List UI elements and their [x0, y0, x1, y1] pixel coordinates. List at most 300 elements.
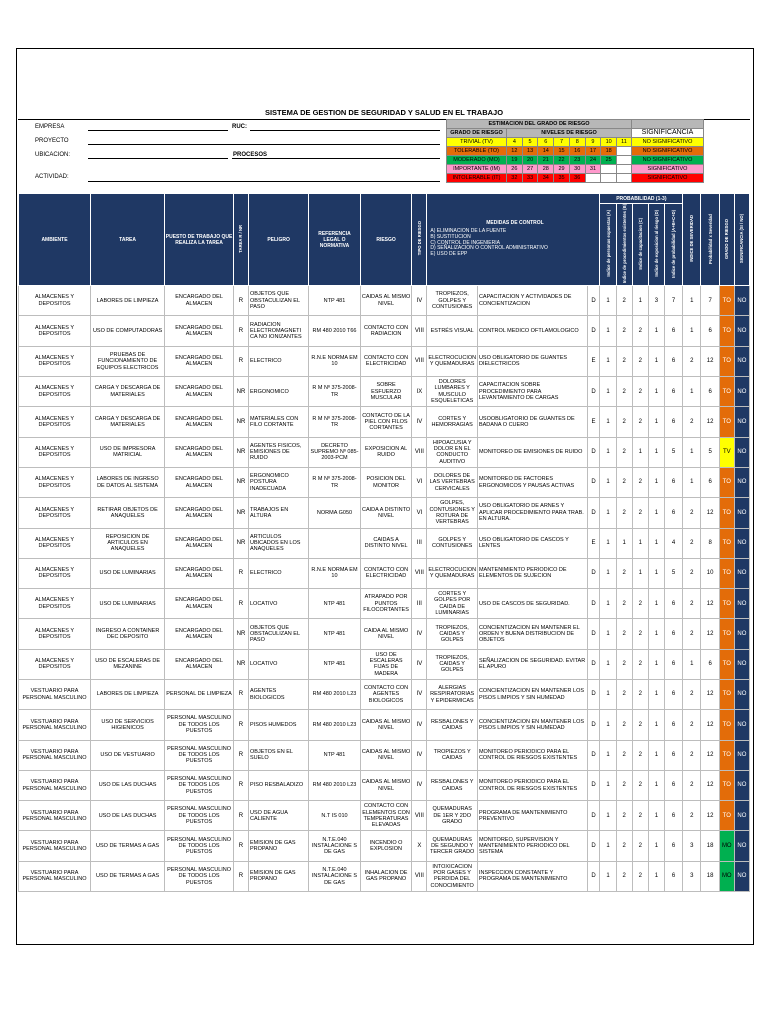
cell-prob-c: 2 — [632, 346, 648, 376]
table-row — [19, 831, 750, 861]
cell-riesgo: CONTACTO CON RADIACION — [360, 316, 412, 346]
header-prob-index: Indice de probabilidad (A+B+C+D) — [664, 204, 682, 286]
header-prob-d: Indice de exposicion al riesgo (D) — [648, 204, 664, 286]
cell-riesgo: CAIDAS AL MISMO NIVEL — [360, 286, 412, 316]
cell-medidas: CONTROL MEDICO OFTLAMOLOGICO — [477, 316, 587, 346]
cell-prob-a: 1 — [600, 346, 616, 376]
cell-prob-a: 1 — [600, 467, 616, 497]
cell-prob-c: 2 — [632, 407, 648, 437]
cell-significancia: NO — [734, 679, 749, 709]
cell-r-nr: R — [233, 770, 248, 800]
cell-prob-a: 1 — [600, 861, 616, 891]
header-ambiente: AMBIENTE — [19, 194, 91, 286]
cell-severidad: 1 — [683, 377, 701, 407]
cell-significancia: NO — [734, 619, 749, 649]
cell-puesto: ENCARGADO DEL ALMACEN — [165, 649, 234, 679]
cell-prob-d: 1 — [648, 710, 664, 740]
table-row — [19, 467, 750, 497]
cell-significancia: NO — [734, 589, 749, 619]
legend-significancia: SIGNIFICATIVO — [632, 165, 704, 174]
cell-prob-index: 7 — [664, 286, 682, 316]
cell-significancia: NO — [734, 558, 749, 588]
legend-level-number: 15 — [554, 147, 570, 156]
cell-ambiente: ALMACENES Y DEPOSITOS — [19, 467, 91, 497]
cell-referencia: R.N.E NORMA EM 10 — [309, 346, 361, 376]
legend-level-number — [617, 156, 632, 165]
cell-consecuencia: RESBALONES Y CAIDAS — [427, 770, 478, 800]
ruc-field[interactable] — [250, 130, 440, 131]
cell-prob-a: 1 — [600, 770, 616, 800]
cell-ambiente: ALMACENES Y DEPOSITOS — [19, 286, 91, 316]
cell-tipo-riesgo: IV — [412, 649, 427, 679]
cell-puesto: ENCARGADO DEL ALMACEN — [165, 407, 234, 437]
cell-tipo-riesgo: VIII — [412, 558, 427, 588]
cell-consecuencia: ELECTROCUCION Y QUEMADURAS — [427, 346, 478, 376]
cell-puesto: ENCARGADO DEL ALMACEN — [165, 467, 234, 497]
cell-prob-b: 2 — [616, 467, 632, 497]
cell-riesgo: CONTACTO CON ELECTRICIDAD — [360, 346, 412, 376]
cell-tipo-riesgo: VI — [412, 498, 427, 528]
legend-title: ESTIMACION DEL GRADO DE RIESGO — [447, 120, 632, 129]
cell-ambiente: VESTUARIO PARA PERSONAL MASCULINO — [19, 740, 91, 770]
cell-medidas: CONCIENTIZACION EN MANTENER LOS PISOS LIMPIOS Y SIN HUMEDAD — [477, 710, 587, 740]
cell-tarea: USO DE LUMINARIAS — [91, 558, 165, 588]
cell-tipo-riesgo: VIII — [412, 346, 427, 376]
cell-grado: TO — [719, 649, 734, 679]
cell-peligro: RADIACION ELECTROMAGNETI CA NO IONIZANTES — [249, 316, 309, 346]
legend-level-number: 35 — [554, 174, 570, 183]
cell-tipo-riesgo: III — [412, 528, 427, 558]
cell-significancia: NO — [734, 801, 749, 831]
cell-prob-d: 1 — [648, 316, 664, 346]
cell-prob-b: 2 — [616, 801, 632, 831]
cell-severidad: 2 — [683, 619, 701, 649]
cell-prob-d: 1 — [648, 437, 664, 467]
cell-tarea: PRUEBAS DE FUNCIONAMIENTO DE EQUIPOS ELECTRICOS — [91, 346, 165, 376]
cell-ambiente: ALMACENES Y DEPOSITOS — [19, 437, 91, 467]
cell-r-nr: R — [233, 710, 248, 740]
cell-prob-c: 2 — [632, 377, 648, 407]
cell-prob-index: 6 — [664, 316, 682, 346]
legend-level-number — [585, 174, 601, 183]
cell-puesto: ENCARGADO DEL ALMACEN — [165, 316, 234, 346]
cell-severidad: 2 — [683, 407, 701, 437]
cell-consecuencia: ELECTROCUCION Y QUEMADURAS — [427, 558, 478, 588]
cell-prob-c: 2 — [632, 619, 648, 649]
ubicacion-field[interactable] — [88, 158, 228, 159]
legend-level-number — [617, 174, 632, 183]
cell-prob-b: 2 — [616, 558, 632, 588]
legend-level-number: 23 — [569, 156, 585, 165]
cell-tipo-riesgo: VI — [412, 467, 427, 497]
cell-prob-x-sev: 5 — [701, 437, 719, 467]
cell-prob-a: 1 — [600, 528, 616, 558]
cell-significancia: NO — [734, 740, 749, 770]
header-probabilidad: PROBABILIDAD (1-3) — [600, 194, 683, 204]
cell-prob-index: 6 — [664, 589, 682, 619]
legend-level-number: 10 — [601, 138, 617, 147]
ruc-label: RUC: — [232, 124, 247, 130]
cell-prob-d: 1 — [648, 467, 664, 497]
cell-prob-x-sev: 6 — [701, 377, 719, 407]
legend-level-number — [617, 147, 632, 156]
cell-prob-a: 1 — [600, 831, 616, 861]
cell-prob-d: 1 — [648, 589, 664, 619]
legend-grado-label: TOLERABLE (TO) — [447, 147, 507, 156]
cell-prob-a: 1 — [600, 619, 616, 649]
cell-significancia: NO — [734, 861, 749, 891]
cell-tipo-riesgo: X — [412, 831, 427, 861]
cell-severidad: 2 — [683, 558, 701, 588]
cell-tipo-riesgo: VIII — [412, 316, 427, 346]
cell-medidas: MONITOREO PERIODICO PARA EL CONTROL DE RIESGOS EXISTENTES — [477, 740, 587, 770]
cell-puesto: ENCARGADO DEL ALMACEN — [165, 528, 234, 558]
cell-riesgo: CONTACTO CON ELECTRICIDAD — [360, 558, 412, 588]
cell-grado: TO — [719, 679, 734, 709]
legend-grado-label: MODERADO (MO) — [447, 156, 507, 165]
cell-grado: TO — [719, 498, 734, 528]
cell-tipo-control: D — [587, 286, 600, 316]
cell-significancia: NO — [734, 649, 749, 679]
legend-level-number: 27 — [522, 165, 538, 174]
legend-level-number: 14 — [538, 147, 554, 156]
cell-prob-c: 1 — [632, 286, 648, 316]
cell-medidas: CAPACITACION SOBRE PROCEDIMIENTO PARA LEVANTAMIENTO DE CARGAS — [477, 377, 587, 407]
legend-level-number: 21 — [538, 156, 554, 165]
procesos-label: PROCESOS — [233, 152, 268, 158]
cell-prob-c: 2 — [632, 498, 648, 528]
cell-tipo-control: D — [587, 861, 600, 891]
cell-severidad: 1 — [683, 649, 701, 679]
cell-riesgo: CAIDAS A DISTINTO NIVEL — [360, 528, 412, 558]
cell-tarea: USO DE LUMINARIAS — [91, 589, 165, 619]
cell-prob-a: 1 — [600, 407, 616, 437]
legend-level-number: 32 — [507, 174, 523, 183]
cell-ambiente: ALMACENES Y DEPOSITOS — [19, 346, 91, 376]
cell-ambiente: VESTUARIO PARA PERSONAL MASCULINO — [19, 831, 91, 861]
cell-consecuencia: DOLORES DE LAS VERTEBRAS CERVICALES — [427, 467, 478, 497]
cell-prob-c: 1 — [632, 528, 648, 558]
cell-prob-index: 6 — [664, 861, 682, 891]
cell-tipo-riesgo: VIII — [412, 801, 427, 831]
legend-level-number: 4 — [507, 138, 523, 147]
cell-prob-c: 2 — [632, 770, 648, 800]
cell-grado: TO — [719, 377, 734, 407]
cell-prob-index: 4 — [664, 528, 682, 558]
table-row — [19, 558, 750, 588]
cell-severidad: 2 — [683, 528, 701, 558]
cell-prob-x-sev: 6 — [701, 649, 719, 679]
cell-peligro: USO DE AGUA CALIENTE — [249, 801, 309, 831]
legend-level-number: 12 — [507, 147, 523, 156]
cell-riesgo: CONTACTO CON ELEMENTOS CON TEMPERATURAS ELEVADAS — [360, 801, 412, 831]
cell-referencia: NTP 481 — [309, 740, 361, 770]
table-row — [19, 740, 750, 770]
actividad-label: ACTIVIDAD: — [35, 174, 69, 180]
cell-grado: TO — [719, 346, 734, 376]
cell-referencia: RM 480 2010 L23 — [309, 710, 361, 740]
legend-level-number: 5 — [522, 138, 538, 147]
cell-ambiente: ALMACENES Y DEPOSITOS — [19, 498, 91, 528]
cell-r-nr: NR — [233, 467, 248, 497]
cell-peligro: EMISION DE GAS PROPANO — [249, 831, 309, 861]
cell-tarea: USO DE ESCALERAS DE MEZANINE — [91, 649, 165, 679]
cell-prob-index: 6 — [664, 619, 682, 649]
cell-prob-index: 6 — [664, 710, 682, 740]
cell-prob-a: 1 — [600, 740, 616, 770]
cell-r-nr: NR — [233, 528, 248, 558]
table-row — [19, 286, 750, 316]
cell-prob-x-sev: 6 — [701, 467, 719, 497]
header-prob-a: Indice de personas expuestas (A) — [600, 204, 616, 286]
cell-tipo-control: E — [587, 407, 600, 437]
cell-medidas: USO OBLIGATORIO DE ARNES Y APLICAR PROCEDIMIENTO PARA TRAB. EN ALTURA. — [477, 498, 587, 528]
cell-consecuencia: DOLORES LUMBARES Y MUSCULO ESQUELETICAS — [427, 377, 478, 407]
cell-prob-d: 1 — [648, 558, 664, 588]
cell-riesgo: INCENDIO O EXPLOSION — [360, 831, 412, 861]
cell-prob-index: 6 — [664, 831, 682, 861]
cell-significancia: NO — [734, 467, 749, 497]
cell-prob-b: 2 — [616, 649, 632, 679]
header-riesgo: RIESGO — [360, 194, 412, 286]
header-grado: GRADO DE RIESGO — [719, 194, 734, 286]
cell-prob-index: 5 — [664, 558, 682, 588]
cell-grado: TO — [719, 589, 734, 619]
cell-tarea: USO DE VESTUARIO — [91, 740, 165, 770]
table-row — [19, 316, 750, 346]
cell-prob-a: 1 — [600, 801, 616, 831]
cell-tipo-control: D — [587, 679, 600, 709]
cell-consecuencia: TROPIEZOS, GOLPES Y CONTUSIONES — [427, 286, 478, 316]
cell-puesto: PERSONAL MASCULINO DE TODOS LOS PUESTOS — [165, 831, 234, 861]
cell-prob-b: 2 — [616, 770, 632, 800]
cell-consecuencia: CORTES Y HEMORRAGIAS — [427, 407, 478, 437]
cell-prob-c: 2 — [632, 861, 648, 891]
legend-level-number: 13 — [522, 147, 538, 156]
legend-level-number: 26 — [507, 165, 523, 174]
cell-ambiente: ALMACENES Y DEPOSITOS — [19, 316, 91, 346]
cell-r-nr: NR — [233, 649, 248, 679]
header-r-nr: TAREA R / NR — [233, 194, 248, 286]
cell-prob-d: 1 — [648, 801, 664, 831]
cell-prob-index: 6 — [664, 740, 682, 770]
legend-col-niveles: NIVELES DE RIESGO — [507, 129, 632, 138]
cell-peligro: ELECTRICO — [249, 558, 309, 588]
header-prob-x-sev: Probabilidad x Severidad — [701, 194, 719, 286]
cell-riesgo: CAIDA AL MISMO NIVEL — [360, 619, 412, 649]
cell-puesto: ENCARGADO DEL ALMACEN — [165, 558, 234, 588]
cell-medidas: MONITOREO DE EMISIONES DE RUIDO — [477, 437, 587, 467]
cell-prob-a: 1 — [600, 286, 616, 316]
cell-peligro: ERGONOMICO — [249, 377, 309, 407]
cell-prob-c: 1 — [632, 558, 648, 588]
header-tarea: TAREA — [91, 194, 165, 286]
cell-significancia: NO — [734, 831, 749, 861]
cell-prob-c: 2 — [632, 649, 648, 679]
cell-prob-d: 1 — [648, 528, 664, 558]
cell-prob-x-sev: 12 — [701, 740, 719, 770]
cell-r-nr: R — [233, 831, 248, 861]
cell-prob-d: 1 — [648, 679, 664, 709]
cell-prob-d: 3 — [648, 286, 664, 316]
cell-severidad: 3 — [683, 861, 701, 891]
cell-tarea: USO DE TERMAS A GAS — [91, 861, 165, 891]
empresa-field[interactable] — [88, 130, 228, 131]
table-row — [19, 861, 750, 891]
table-row — [19, 498, 750, 528]
legend-level-number: 16 — [569, 147, 585, 156]
legend-level-number: 25 — [601, 156, 617, 165]
legend-level-number: 31 — [585, 165, 601, 174]
cell-medidas: MANTENIMIENTO PERIODICO DE ELEMENTOS DE SUJECION — [477, 558, 587, 588]
cell-significancia: NO — [734, 710, 749, 740]
legend-level-number: 24 — [585, 156, 601, 165]
cell-prob-x-sev: 12 — [701, 710, 719, 740]
table-row — [19, 346, 750, 376]
legend-level-number — [617, 165, 632, 174]
cell-referencia: R M Nº 375-2008-TR — [309, 377, 361, 407]
cell-prob-c: 2 — [632, 467, 648, 497]
cell-prob-c: 2 — [632, 679, 648, 709]
cell-prob-b: 2 — [616, 589, 632, 619]
cell-prob-x-sev: 18 — [701, 861, 719, 891]
cell-medidas: CONCIENTIZACION EN MANTENER LOS PISOS LIMPIOS Y SIN HUMEDAD — [477, 679, 587, 709]
cell-tarea: REPOSICION DE ARTICULOS EN ANAQUELES — [91, 528, 165, 558]
cell-prob-c: 1 — [632, 437, 648, 467]
cell-r-nr: NR — [233, 437, 248, 467]
cell-medidas: SEÑALIZACION DE SEGURIDAD. EVITAR EL APURO — [477, 649, 587, 679]
legend-level-number: 11 — [617, 138, 632, 147]
cell-peligro: AGENTES BIOLOGICOS — [249, 679, 309, 709]
legend-level-number — [601, 165, 617, 174]
cell-consecuencia: QUEMADURAS DE 1ER Y 2DO GRADO — [427, 801, 478, 831]
legend-row — [447, 156, 704, 165]
cell-prob-b: 2 — [616, 316, 632, 346]
cell-r-nr: R — [233, 861, 248, 891]
cell-referencia: NTP 481 — [309, 589, 361, 619]
cell-prob-d: 1 — [648, 407, 664, 437]
cell-prob-b: 2 — [616, 286, 632, 316]
cell-prob-x-sev: 12 — [701, 346, 719, 376]
actividad-field[interactable] — [88, 181, 440, 182]
cell-consecuencia: GOLPES, CONTUSIONES Y ROTURA DE VERTEBRAS — [427, 498, 478, 528]
cell-grado: TO — [719, 619, 734, 649]
cell-grado: MO — [719, 861, 734, 891]
cell-grado: TV — [719, 437, 734, 467]
cell-severidad: 1 — [683, 316, 701, 346]
cell-severidad: 2 — [683, 770, 701, 800]
cell-consecuencia: ALERGIAS RESPIRATORIAS Y EPIDERMICAS — [427, 679, 478, 709]
cell-referencia: NTP 481 — [309, 619, 361, 649]
cell-prob-a: 1 — [600, 679, 616, 709]
cell-prob-index: 6 — [664, 407, 682, 437]
cell-tipo-control: D — [587, 619, 600, 649]
legend-level-number: 19 — [507, 156, 523, 165]
cell-prob-c: 2 — [632, 801, 648, 831]
cell-prob-index: 6 — [664, 679, 682, 709]
legend-level-number — [601, 174, 617, 183]
cell-peligro: ERGONOMICO POSTURA INADECUADA — [249, 467, 309, 497]
cell-tipo-control: D — [587, 710, 600, 740]
empresa-label: EMPRESA — [35, 124, 65, 130]
cell-grado: MO — [719, 831, 734, 861]
cell-puesto: ENCARGADO DEL ALMACEN — [165, 377, 234, 407]
cell-referencia: N.T IS 010 — [309, 801, 361, 831]
cell-peligro: LOCATIVO — [249, 589, 309, 619]
cell-severidad: 2 — [683, 740, 701, 770]
cell-tarea: LABORES DE LIMPIEZA — [91, 679, 165, 709]
cell-grado: TO — [719, 467, 734, 497]
cell-ambiente: VESTUARIO PARA PERSONAL MASCULINO — [19, 770, 91, 800]
proyecto-field[interactable] — [88, 144, 440, 145]
header-referencia: REFERENCIA LEGAL O NORMATIVA — [309, 194, 361, 286]
cell-medidas: USO OBLIGATORIO DE GUANTES DIELECTRICOS — [477, 346, 587, 376]
cell-puesto: PERSONAL MASCULINO DE TODOS LOS PUESTOS — [165, 770, 234, 800]
cell-consecuencia: CORTES Y GOLPES POR CAIDA DE LUMINARIAS — [427, 589, 478, 619]
legend-grado-label: TRIVIAL (TV) — [447, 138, 507, 147]
cell-referencia: RM 480 2010 L23 — [309, 679, 361, 709]
cell-puesto: ENCARGADO DEL ALMACEN — [165, 619, 234, 649]
cell-consecuencia: HIPOACUSIA Y DOLOR EN EL CONDUCTO AUDITIVO — [427, 437, 478, 467]
cell-prob-a: 1 — [600, 437, 616, 467]
cell-referencia: NTP 481 — [309, 286, 361, 316]
cell-severidad: 1 — [683, 286, 701, 316]
cell-peligro: EMISION DE GAS PROPANO — [249, 861, 309, 891]
cell-peligro: MATERIALES CON FILO CORTANTE — [249, 407, 309, 437]
cell-r-nr: R — [233, 801, 248, 831]
cell-r-nr: R — [233, 346, 248, 376]
cell-riesgo: CONTACTO DE LA PIEL CON FILOS CORTANTES — [360, 407, 412, 437]
header-prob-c: Indice de capacitacion (C) — [632, 204, 648, 286]
cell-prob-b: 2 — [616, 619, 632, 649]
cell-peligro: LOCATIVO — [249, 649, 309, 679]
cell-consecuencia: TROPIEZOS Y CAIDAS — [427, 740, 478, 770]
cell-ambiente: ALMACENES Y DEPOSITOS — [19, 649, 91, 679]
cell-prob-x-sev: 8 — [701, 528, 719, 558]
cell-medidas: PROGRAMA DE MANTENIMIENTO PREVENTIVO — [477, 801, 587, 831]
cell-r-nr: NR — [233, 619, 248, 649]
cell-prob-x-sev: 12 — [701, 679, 719, 709]
cell-severidad: 1 — [683, 467, 701, 497]
cell-referencia: N.T.E.040 INSTALACIONE S DE GAS — [309, 831, 361, 861]
cell-referencia: DECRETO SUPREMO Nº 085-2003-PCM — [309, 437, 361, 467]
cell-prob-x-sev: 12 — [701, 801, 719, 831]
cell-severidad: 2 — [683, 498, 701, 528]
table-row — [19, 770, 750, 800]
procesos-field[interactable] — [232, 158, 440, 159]
cell-severidad: 2 — [683, 589, 701, 619]
risk-legend — [446, 119, 704, 183]
legend-level-number: 7 — [554, 138, 570, 147]
table-row — [19, 710, 750, 740]
cell-tipo-control: E — [587, 528, 600, 558]
cell-puesto: PERSONAL MASCULINO DE TODOS LOS PUESTOS — [165, 740, 234, 770]
cell-tipo-control: D — [587, 649, 600, 679]
cell-tipo-riesgo: IX — [412, 377, 427, 407]
cell-prob-b: 2 — [616, 498, 632, 528]
cell-peligro: PISO RESBALADIZO — [249, 770, 309, 800]
cell-prob-x-sev: 12 — [701, 498, 719, 528]
legend-level-number: 22 — [554, 156, 570, 165]
table-row — [19, 528, 750, 558]
table-row — [19, 649, 750, 679]
cell-r-nr: NR — [233, 377, 248, 407]
document-title: SISTEMA DE GESTION DE SEGURIDAD Y SALUD EN EL TRABAJO — [18, 108, 750, 120]
cell-medidas: CAPACITACION Y ACTIVIDADES DE CONCIENTIZACION — [477, 286, 587, 316]
cell-tarea: USO DE TERMAS A GAS — [91, 831, 165, 861]
cell-medidas: MONITOREO, SUPERVISION Y MANTENIMIENTO PERIODICO DEL SISTEMA — [477, 831, 587, 861]
cell-referencia: R.N.E NORMA EM 10 — [309, 558, 361, 588]
